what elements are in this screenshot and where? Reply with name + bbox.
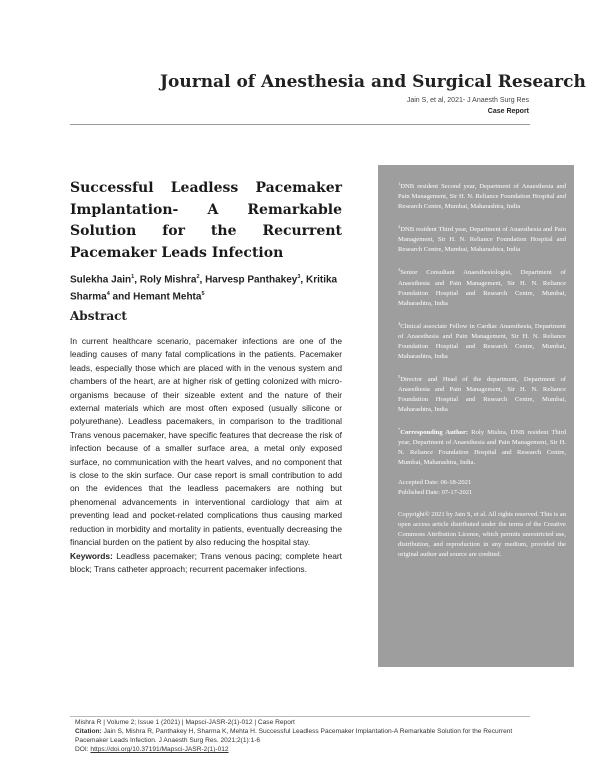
corresponding-author-label: Corresponding Author: [400,429,469,437]
author-affiliation-mark: 1 [131,274,135,280]
author-affiliation-mark: 2 [196,274,200,280]
doi-label: DOI: [75,746,89,753]
affiliation-item [398,319,566,362]
author-affiliation-mark: 4 [106,291,110,298]
author-separator: , [134,274,140,286]
keywords-text: Leadless pacemaker; Trans venous pacing; complete heart block; Trans catheter approach; recurrent pacemaker infections. [70,551,343,575]
article-dates [398,478,566,498]
header-divider [70,124,530,125]
doi-link[interactable]: https://doi.org/10.37191/Mapsci-JASR-2(1)-012 [90,746,229,753]
corresponding-mark: * [398,426,401,432]
abstract-heading: Abstract [70,309,127,323]
accepted-date: Accepted Date: 06-18-2021 [398,479,472,487]
affiliation-text: DNB resident Second year, Department of Anaesthesia and Pain Management, Sir H. N. Reliance Foundation Hospital and Research Centre, Mumbai, Maharashtra, India [398,183,566,211]
page-footer [75,718,530,754]
keywords [70,550,342,577]
keywords-label: Keywords: [70,551,113,561]
author-name: Sulekha Jain [70,274,132,286]
running-citation: Jain S, et al, 2021- J Anaesth Surg Res [406,97,529,104]
abstract-body: In current healthcare scenario, pacemaker infections are one of the leading causes of many fatal complications in the patients. Pacemaker leads, especially those which are placed with in the venous system and chambers of the heart, are at higher risk of getting colonized with micro-organisms because of their sizeable extent and the nature of their external materials which are most often exposed (usually silicone or polyurethane). Leadless pacemakers, in comparison to the traditional Trans venous pacemaker, have specific features that decrease the risk of infection because of a smaller surface area, a metal only exposed surface, no communication with the heart valves, and no component that is close to the skin surface. Our case report is small contribution to add on the evidences that the leadless pacemakers are nothing but phenomenal advancements in interventional cardiology that aim at preventing lead and pocket-related complications thus causing marked reduction in morbidity and mortality in patients, eventually decreasing the financial burden on the patient by also reducing the hospital stay. [70,336,342,548]
author-separator: , [300,274,306,286]
affiliation-mark: 1 [398,181,401,186]
citation-text: Jain S, Mishra R, Panthakey H, Sharma K, Mehta H. Successful Leadless Pacemaker Implantation-A Remarkable Solution for the Recurrent Pacemaker Leads Infection. J Anaesth Surg Res. 2021;2(1):1-6 [75,728,513,744]
footer-doi [75,745,530,754]
author-separator: and [109,291,134,303]
author-affiliation-mark: 3 [297,274,301,280]
author-separator: , [199,274,206,286]
affiliation-item [398,222,566,255]
footer-volume-line: Mishra R | Volume 2; Issue 1 (2021) | Mapsci-JASR-2(1)-012 | Case Report [75,719,295,726]
footer-citation [75,727,530,745]
affiliation-mark: 3 [398,267,401,273]
author-list [70,270,342,305]
copyright-license: Copyright© 2021 by Jain S, et al. All rights reserved. This is an open access article distributed under the terms of the Creative Commons Attribution License, which permits unrestricted use, distribution, and reproduction in any medium, provided the original author and source are credited. [398,511,566,559]
citation-label: Citation: [75,728,102,735]
affiliation-mark: 2 [398,224,401,230]
footer-divider [70,716,530,717]
affiliation-item [398,265,566,308]
affiliation-text: Director and Head of the department, Department of Anaesthesia and Pain Management, Sir H. N. Reliance Foundation Hospital and Research Centre, Mumbai, Maharashtra, India [398,375,566,413]
published-date: Published Date: 07-17-2021 [398,489,473,497]
journal-title: Journal of Anesthesia and Surgical Research [160,72,586,92]
affiliations-sidebar [378,165,574,667]
author-name: Hemant Mehta [133,291,202,303]
corresponding-author-text: Roly Mishra, DNB resident Third year, Department of Anaesthesia and Pain Management, Sir H. N. Reliance Foundation Hospital and Research Centre, Mumbai, Maharashtra, India. [398,429,567,467]
affiliation-text: Senior Consultant Anaesthesiologist, Department of Anaesthesia and Pain Management, Sir H. N. Reliance Foundation Hospital and Research Centre, Mumbai, Maharashtra, India [398,269,566,307]
affiliation-text: DNB resident Third year, Department of Anaesthesia and Pain Management, Sir H. N. Reliance Foundation Hospital and Research Centre, Mumbai, Maharashtra, India [398,226,566,254]
corresponding-author [398,425,566,468]
author-name: Kritika Sharma [70,274,338,303]
author-affiliation-mark: 5 [201,291,205,298]
author-name: Roly Mishra [139,274,197,286]
affiliation-mark: 4 [398,320,401,326]
affiliation-item [398,179,566,212]
author-name: Harvesp Panthakey [205,274,298,286]
affiliation-mark: 5 [398,373,401,379]
affiliation-item [398,372,566,415]
article-type-label: Case Report [487,108,529,115]
affiliation-text: Clinical associate Fellow in Cardiac Anaesthesia, Department of Anaesthesia and Pain Management, Sir H. N. Reliance Foundation Hospital and Research Centre, Mumbai, Maharashtra, India [398,322,566,360]
article-title: Successful Leadless Pacemaker Implantation- A Remarkable Solution for the Recurrent Pacemaker Leads Infection [70,180,342,261]
